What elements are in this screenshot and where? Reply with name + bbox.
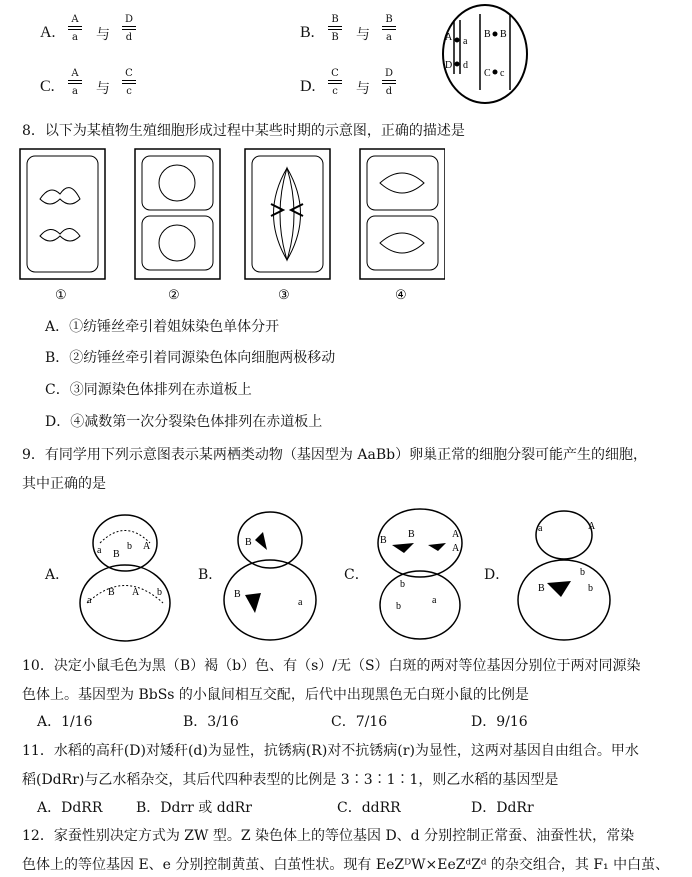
q8-option-b[interactable]: B．②纺锤丝牵引着同源染色体向细胞两极移动 <box>45 350 336 366</box>
q9-question-line2: 其中正确的是 <box>22 476 106 492</box>
option-label: C. <box>40 78 55 95</box>
gene-top: D <box>384 68 394 79</box>
gene-top: C <box>331 68 339 79</box>
q10-option-d[interactable]: D．9/16 <box>471 714 528 730</box>
gene-top: C <box>125 68 133 79</box>
q9-question-line1: 9．有同学用下列示意图表示某两栖类动物（基因型为 AaBb）卵巢正常的细胞分裂可能产生的细胞， <box>22 447 648 463</box>
cell-gene-label: c <box>500 68 505 79</box>
gene-label: b <box>396 601 401 612</box>
q8-fig-label-1: ① <box>55 287 67 302</box>
gene-top: A <box>71 68 79 79</box>
chromosome-pair <box>68 68 82 106</box>
gene-label: b <box>400 579 405 590</box>
cell-gene-label: C <box>484 68 491 79</box>
q9-cell-b <box>220 505 320 645</box>
q7-option-a[interactable] <box>40 12 150 52</box>
chromosome-pair <box>122 68 136 106</box>
gene-bottom: B <box>331 32 339 43</box>
gene-label: B <box>113 549 120 560</box>
q10-line1: 10．决定小鼠毛色为黑（B）褐（b）色、有（s）/无（S）白斑的两对等位基因分别位于两对同源染 <box>22 658 641 674</box>
gene-bottom: a <box>386 32 392 43</box>
q7-option-d[interactable] <box>300 66 410 106</box>
q11-option-b[interactable]: B．Ddrr 或 ddRr <box>136 800 252 816</box>
cell-gene-label: B <box>484 29 491 40</box>
q10-option-b[interactable]: B．3/16 <box>183 714 239 730</box>
q8-cell-2 <box>135 149 220 279</box>
q8-option-c[interactable]: C．③同源染色体排列在赤道板上 <box>45 382 252 398</box>
q11-line1: 11．水稻的高秆(D)对矮秆(d)为显性，抗锈病(R)对不抗锈病(r)为显性，这两对基因自由组合。甲水 <box>22 743 639 759</box>
q11-option-a[interactable]: A．DdRR <box>37 800 103 816</box>
q8-figure <box>15 144 445 304</box>
gene-top: A <box>71 14 79 25</box>
q8-fig-label-2: ② <box>168 287 180 302</box>
gene-bottom: d <box>125 32 133 43</box>
conjunction: 与 <box>96 27 110 43</box>
q7-cell-diagram <box>440 2 530 106</box>
gene-label: A <box>143 541 151 552</box>
q9-label-d[interactable]: D． <box>484 567 510 583</box>
q10-option-c[interactable]: C．7/16 <box>331 714 388 730</box>
cell-gene-label: a <box>463 36 468 47</box>
q8-question: 8．以下为某植物生殖细胞形成过程中某些时期的示意图，正确的描述是 <box>22 123 465 139</box>
gene-label: B <box>538 583 545 594</box>
gene-label: A <box>132 587 140 598</box>
cell-gene-label: d <box>463 60 468 71</box>
gene-label: A <box>588 521 596 532</box>
gene-label: a <box>538 523 543 534</box>
q8-fig-label-4: ④ <box>395 287 407 302</box>
chromosome-pair <box>68 14 82 52</box>
gene-label: b <box>127 541 132 552</box>
chromosome-pair <box>328 14 342 52</box>
gene-label: B <box>108 587 115 598</box>
gene-bottom: a <box>72 32 78 43</box>
q7-options <box>0 0 692 112</box>
q9-label-b[interactable]: B． <box>198 567 223 583</box>
gene-bottom: a <box>72 86 78 97</box>
q8-cell-4 <box>360 149 445 279</box>
gene-label: A <box>452 529 460 540</box>
gene-label: a <box>298 597 303 608</box>
gene-label: a <box>87 595 92 606</box>
gene-bottom: c <box>126 86 132 97</box>
gene-bottom: c <box>332 86 338 97</box>
q10-line2: 色体上。基因型为 BbSs 的小鼠间相互交配，后代中出现黑色无白斑小鼠的比例是 <box>22 687 529 703</box>
q9-label-a[interactable]: A． <box>45 567 70 583</box>
q7-option-c[interactable] <box>40 66 150 106</box>
gene-label: b <box>588 583 593 594</box>
chromosome-pair <box>382 68 396 106</box>
gene-top: B <box>331 14 339 25</box>
gene-label: B <box>408 529 415 540</box>
option-label: A. <box>40 24 56 41</box>
q10-option-a[interactable]: A．1/16 <box>37 714 93 730</box>
chromosome-pair <box>382 14 396 52</box>
q8-fig-label-3: ③ <box>278 287 290 302</box>
chromosome-pair <box>122 14 136 52</box>
q11-option-c[interactable]: C．ddRR <box>337 800 401 816</box>
q8-option-d[interactable]: D．④减数第一次分裂染色体排列在赤道板上 <box>45 414 323 430</box>
q8-cell-1 <box>20 149 105 279</box>
q8-cell-3 <box>245 149 330 279</box>
gene-top: B <box>385 14 393 25</box>
q7-option-b[interactable] <box>300 12 410 52</box>
gene-label: b <box>580 567 585 578</box>
gene-top: D <box>124 14 134 25</box>
q9-label-c[interactable]: C． <box>344 567 369 583</box>
gene-label: A <box>452 543 460 554</box>
q11-option-d[interactable]: D．DdRr <box>471 800 534 816</box>
gene-label: a <box>97 545 102 556</box>
q11-line2: 稻(DdRr)与乙水稻杂交，其后代四种表型的比例是 3∶3∶1∶1，则乙水稻的基因型是 <box>22 772 559 788</box>
q12-line2: 色体上的等位基因 E、e 分别控制黄茧、白茧性状。现有 EeZᴰW×EeZᵈZᵈ 的杂交组合，其 F₁ 中白茧、 <box>22 857 670 873</box>
q9-cell-d <box>512 505 612 645</box>
cell-gene-label: D <box>445 60 453 71</box>
conjunction: 与 <box>96 81 110 97</box>
q9-figures <box>0 500 692 650</box>
gene-label: B <box>245 537 252 548</box>
gene-label: a <box>432 595 437 606</box>
option-label: D. <box>300 78 316 95</box>
q9-cell-c <box>370 505 470 645</box>
gene-label: B <box>234 589 241 600</box>
option-label: B. <box>300 24 315 41</box>
gene-label: B <box>380 535 387 546</box>
conjunction: 与 <box>356 27 370 43</box>
gene-bottom: d <box>385 86 393 97</box>
q12-line1: 12．家蚕性别决定方式为 ZW 型。Z 染色体上的等位基因 D、d 分别控制正常蚕、油蚕性状，常染 <box>22 828 635 844</box>
conjunction: 与 <box>356 81 370 97</box>
gene-label: b <box>157 587 162 598</box>
chromosome-pair <box>328 68 342 106</box>
cell-gene-label: B <box>500 29 507 40</box>
q9-cell-a <box>75 505 175 645</box>
cell-gene-label: A <box>445 32 453 43</box>
q8-option-a[interactable]: A．①纺锤丝牵引着姐妹染色单体分开 <box>45 319 280 335</box>
